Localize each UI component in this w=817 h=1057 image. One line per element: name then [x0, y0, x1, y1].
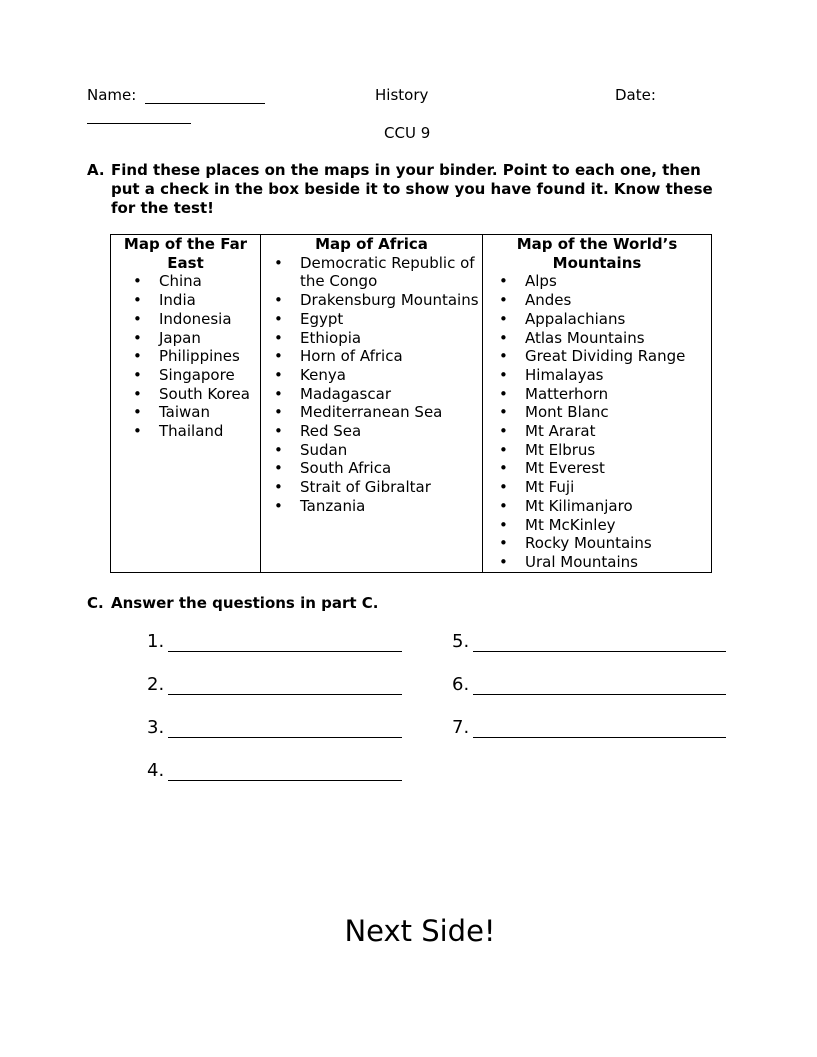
place-item: • Horn of Africa	[261, 347, 482, 366]
place-item: • Mediterranean Sea	[261, 403, 482, 422]
answer-line-3	[147, 717, 402, 738]
place-item: • Strait of Gibraltar	[261, 478, 482, 497]
maps-table	[110, 234, 712, 573]
answer-number: 5.	[452, 631, 470, 652]
africa-list	[261, 254, 482, 516]
place-item: • Rocky Mountains	[483, 534, 711, 553]
place-item: • Mont Blanc	[483, 403, 711, 422]
place-item: • Japan	[111, 329, 260, 348]
answer-blank[interactable]	[168, 762, 402, 781]
answer-blank[interactable]	[473, 633, 726, 652]
place-item: • Red Sea	[261, 422, 482, 441]
place-item: • Tanzania	[261, 497, 482, 516]
section-a-letter: A.	[87, 161, 105, 179]
place-item: • Taiwan	[111, 403, 260, 422]
answer-line-4	[147, 760, 402, 781]
answer-line-7	[452, 717, 726, 738]
place-item: • Andes	[483, 291, 711, 310]
place-item: • Himalayas	[483, 366, 711, 385]
answer-blank[interactable]	[473, 719, 726, 738]
place-item: • India	[111, 291, 260, 310]
section-c-instructions: Answer the questions in part C.	[111, 594, 379, 612]
place-item: • Mt Ararat	[483, 422, 711, 441]
subject-title: History	[375, 86, 429, 104]
section-c-letter: C.	[87, 594, 104, 612]
place-item: • Appalachians	[483, 310, 711, 329]
next-side-note: Next Side!	[344, 914, 496, 948]
answer-number: 4.	[147, 760, 165, 781]
far-east-list	[111, 272, 260, 440]
name-label: Name:	[87, 86, 137, 104]
place-item: • Singapore	[111, 366, 260, 385]
place-item: • Democratic Republic of the Congo	[261, 254, 482, 291]
place-item: • Drakensburg Mountains	[261, 291, 482, 310]
africa-column	[261, 235, 483, 573]
place-item: • Kenya	[261, 366, 482, 385]
place-item: • Sudan	[261, 441, 482, 460]
place-item: • South Korea	[111, 385, 260, 404]
answer-number: 1.	[147, 631, 165, 652]
far-east-heading: Map of the Far East	[123, 235, 248, 272]
answer-line-5	[452, 631, 726, 652]
place-item: • Thailand	[111, 422, 260, 441]
answer-blank[interactable]	[473, 676, 726, 695]
answer-number: 3.	[147, 717, 165, 738]
place-item: • Great Dividing Range	[483, 347, 711, 366]
place-item: • Mt McKinley	[483, 516, 711, 535]
place-item: • Matterhorn	[483, 385, 711, 404]
place-item: • Atlas Mountains	[483, 329, 711, 348]
mountains-heading: Map of the World’s Mountains	[516, 235, 678, 272]
place-item: • Mt Kilimanjaro	[483, 497, 711, 516]
answer-blank[interactable]	[168, 633, 402, 652]
place-item: • China	[111, 272, 260, 291]
answer-number: 6.	[452, 674, 470, 695]
answer-number: 7.	[452, 717, 470, 738]
place-item: • Indonesia	[111, 310, 260, 329]
place-item: • Mt Fuji	[483, 478, 711, 497]
africa-heading: Map of Africa	[315, 235, 428, 253]
place-item: • Mt Elbrus	[483, 441, 711, 460]
place-item: • South Africa	[261, 459, 482, 478]
answer-number: 2.	[147, 674, 165, 695]
place-item: • Philippines	[111, 347, 260, 366]
far-east-column	[111, 235, 261, 573]
place-item: • Mt Everest	[483, 459, 711, 478]
place-item: • Ural Mountains	[483, 553, 711, 572]
mountains-list	[483, 272, 711, 571]
place-item: • Egypt	[261, 310, 482, 329]
date-label: Date:	[615, 86, 656, 104]
answer-blank[interactable]	[168, 676, 402, 695]
answer-line-2	[147, 674, 402, 695]
name-blank-line-continued[interactable]	[87, 123, 191, 124]
answer-blank[interactable]	[168, 719, 402, 738]
answer-line-6	[452, 674, 726, 695]
place-item: • Madagascar	[261, 385, 482, 404]
answer-line-1	[147, 631, 402, 652]
course-code: CCU 9	[384, 124, 431, 142]
place-item: • Alps	[483, 272, 711, 291]
name-blank-line[interactable]	[145, 103, 265, 104]
mountains-column	[483, 235, 712, 573]
place-item: • Ethiopia	[261, 329, 482, 348]
section-a-instructions: Find these places on the maps in your binder. Point to each one, then put a check in the box beside it to show you have found it. Know these for the test!	[111, 161, 713, 217]
